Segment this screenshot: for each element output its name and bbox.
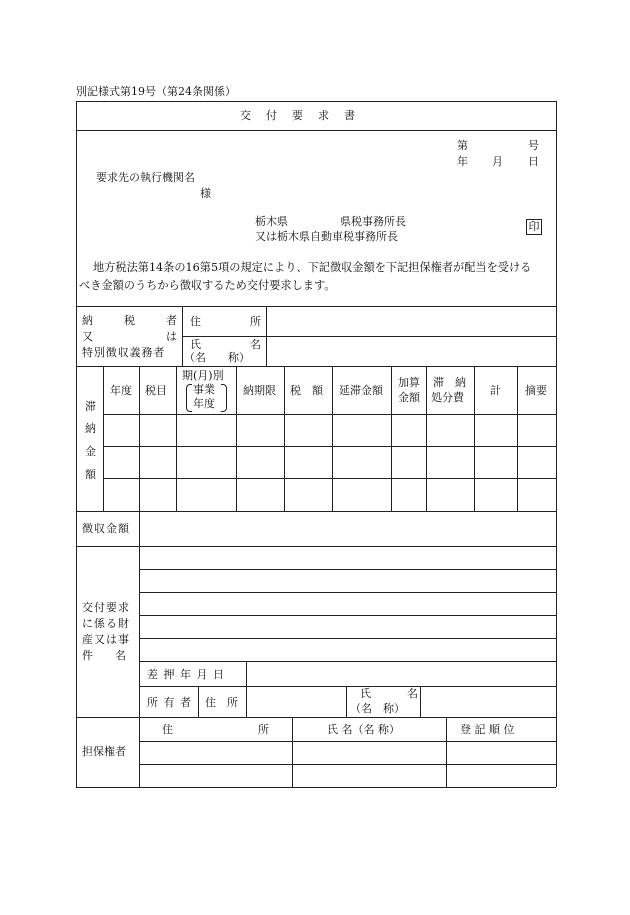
property-label-3: 産又は事 (82, 633, 130, 646)
col-late-interest: 延滞金額 (339, 384, 383, 397)
taxpayer-name-a: 氏 (190, 338, 201, 351)
divider-title (76, 130, 556, 131)
date-month: 月 (492, 155, 503, 168)
security-col-rank: 登 記 順 位 (460, 723, 515, 736)
security-holder-label: 担保権者 (82, 745, 126, 758)
col-total: 計 (490, 384, 501, 397)
delinquent-col-div-c (176, 366, 177, 511)
table-border-bottom (76, 787, 556, 788)
property-col-div (139, 546, 140, 717)
period-bracket-right (221, 384, 227, 412)
owner-name-a: 氏 (360, 687, 371, 700)
taxpayer-label-2a: 又 (82, 330, 93, 343)
taxpayer-label-3: 特別徴収義務者 (82, 346, 166, 359)
delinquent-side-4: 額 (85, 468, 96, 481)
requestee-label: 要求先の執行機関名 (96, 171, 195, 184)
owner-div-1 (198, 686, 199, 717)
property-row-div3 (139, 615, 556, 616)
seal-mark: 印 (526, 219, 542, 235)
security-row-div2 (139, 764, 556, 765)
form-title: 交 付 要 求 書 (240, 109, 357, 122)
security-col-div1 (139, 717, 140, 787)
owner-address-label: 住 所 (205, 696, 238, 709)
divider-taxpayer (76, 366, 556, 367)
issuer-office: 県税事務所長 (340, 215, 406, 228)
delinquent-row-div3 (103, 478, 556, 479)
date-day: 日 (528, 155, 539, 168)
taxpayer-label-1b: 税 (124, 314, 135, 327)
form-number: 別記様式第19号（第24条関係） (76, 85, 236, 98)
delinquent-side-3: 金 (85, 445, 96, 458)
issuer-prefecture: 栃木県 (255, 215, 288, 228)
taxpayer-name-sub: （名 称） (184, 351, 250, 364)
divider-header (76, 306, 556, 307)
property-row-div1 (139, 569, 556, 570)
property-row-div6 (139, 686, 556, 687)
taxpayer-address-a: 住 (190, 315, 201, 328)
delinquent-col-div-a (103, 366, 104, 511)
delinquent-col-div-e (284, 366, 285, 511)
delinquent-side-1: 滞 (85, 400, 96, 413)
col-additional-bot: 金額 (398, 391, 420, 404)
number-dai: 第 (457, 139, 468, 152)
col-period-top: 期(月)別 (182, 369, 224, 382)
owner-div-3 (346, 686, 347, 717)
table-border-top (76, 101, 556, 102)
seizure-date-label: 差 押 年 月 日 (147, 668, 225, 681)
requestee-sama: 様 (200, 187, 211, 200)
delinquent-row-div1 (103, 414, 556, 415)
divider-property (76, 717, 556, 718)
security-row-div1 (139, 741, 556, 742)
security-col-name: 氏 名（名 称） (327, 723, 400, 736)
property-label-2: に係る財 (82, 617, 130, 630)
col-due-date: 納期限 (243, 384, 276, 397)
delinquent-col-div-i (474, 366, 475, 511)
col-disposal-top: 滞 納 (433, 376, 466, 389)
col-period-bot: 年度 (193, 397, 215, 410)
date-year: 年 (457, 155, 468, 168)
col-disposal-bot: 処分費 (431, 391, 464, 404)
delinquent-side-2: 納 (85, 422, 96, 435)
taxpayer-name-b: 名 (250, 338, 261, 351)
collection-amount-label: 徴収金額 (82, 522, 130, 535)
security-col-address-a: 住 (162, 723, 173, 736)
property-label-4: 件 名 (82, 649, 126, 662)
delinquent-row-div2 (103, 446, 556, 447)
property-label-1: 交付要求 (82, 601, 130, 614)
body-text-line1: 地方税法第14条の16第5項の規定により、下記徴収金額を下記担保権者が配当を受ける (93, 261, 532, 274)
table-border-left (76, 101, 77, 787)
taxpayer-label-2b: は (166, 330, 177, 343)
property-row-div5 (139, 661, 556, 662)
taxpayer-label-1c: 者 (166, 314, 177, 327)
divider-delinquent (76, 511, 556, 512)
col-period-mid: 事業 (193, 383, 215, 396)
issuer-alt-office: 又は栃木県自動車税事務所長 (255, 230, 398, 243)
col-tax-item: 税目 (145, 384, 167, 397)
col-tax-amount: 税 額 (290, 384, 323, 397)
security-col-div2 (292, 717, 293, 787)
body-text-line2: べき金額のうちから徴収するため交付要求します。 (79, 279, 336, 292)
col-remarks: 摘要 (525, 384, 547, 397)
owner-name-b: 名 (407, 687, 418, 700)
collection-col-div (139, 511, 140, 546)
taxpayer-row-div (182, 336, 556, 337)
delinquent-col-div-h (426, 366, 427, 511)
delinquent-col-div-f (332, 366, 333, 511)
property-row-div4 (139, 638, 556, 639)
divider-collection (76, 546, 556, 547)
owner-name-sub: （名 称） (350, 702, 405, 715)
property-row-div2 (139, 592, 556, 593)
owner-div-2 (246, 686, 247, 717)
taxpayer-address-b: 所 (250, 315, 261, 328)
number-gou: 号 (528, 139, 539, 152)
security-col-div3 (446, 717, 447, 787)
delinquent-col-div-d (236, 366, 237, 511)
seizure-date-div (246, 661, 247, 686)
col-year: 年度 (110, 384, 132, 397)
delinquent-col-div-j (517, 366, 518, 511)
period-bracket-left (186, 384, 192, 412)
table-border-right (556, 101, 557, 787)
owner-div-4 (420, 686, 421, 717)
delinquent-col-div-b (139, 366, 140, 511)
taxpayer-label-1a: 納 (82, 314, 93, 327)
owner-label: 所 有 者 (147, 696, 192, 709)
col-additional-top: 加算 (398, 376, 420, 389)
security-col-address-b: 所 (258, 723, 269, 736)
delinquent-col-div-g (391, 366, 392, 511)
